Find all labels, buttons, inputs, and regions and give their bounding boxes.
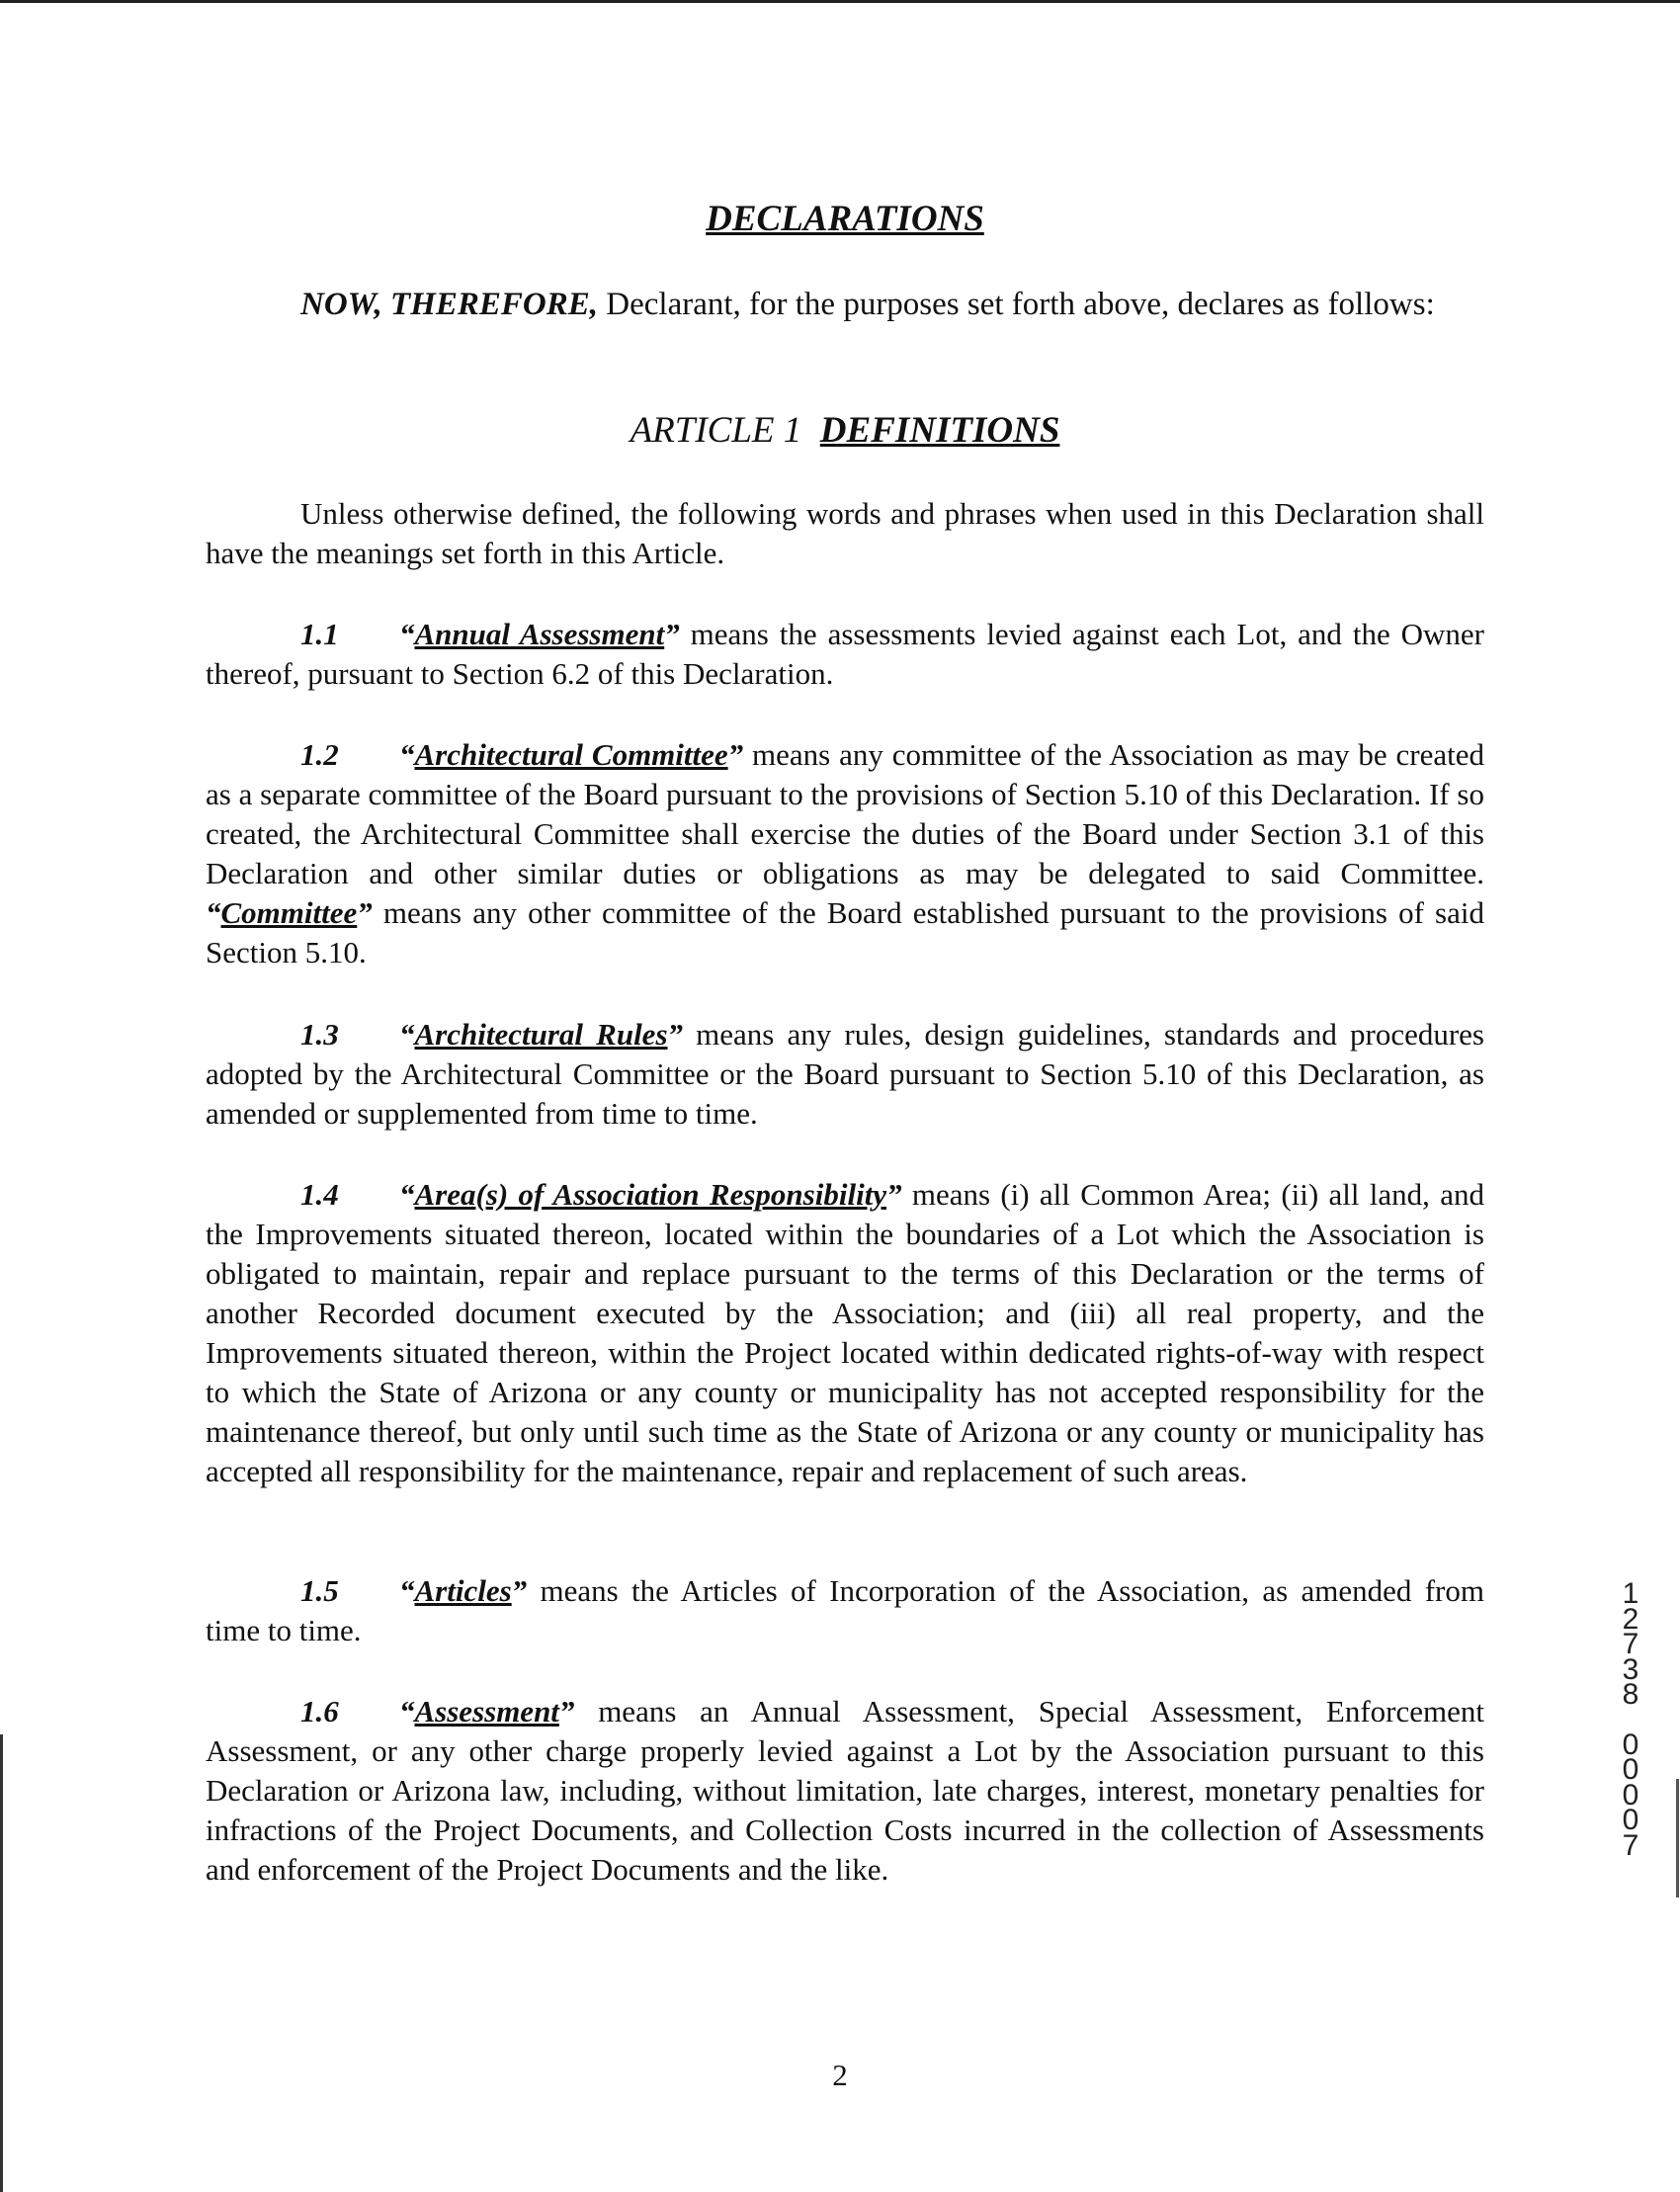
section-text: means the assessments levied against each Lot, and the Owner thereof, pursuant to Section 6.2 of this Declaration. (206, 617, 1485, 691)
section-text: means an Annual Assessment, Special Assessment, Enforcement Assessment, or any other charge properly levied against a Lot by the Association pursuant to this Declaration or Arizona law, including, without limitation, late charges, interest, monetary penalties for infractions of the Project Documents, and Collection Costs incurred in the collection of Assessments and enforcement of the Project Documents and the like. (206, 1694, 1484, 1887)
recording-number (1613, 1577, 1648, 1862)
defined-term: Architectural Rules (414, 1017, 668, 1052)
section-number: 1.2 (300, 737, 339, 772)
section-1-3: 1.3 “Architectural Rules” means any rules, design guidelines, standards and procedures adopted by the Architectural Committee or the Board pursuant to Section 5.10 of this Declaration, as amended or supplemented from time to time. (206, 1017, 1484, 1131)
defined-term: Area(s) of Association Responsibility (414, 1177, 887, 1212)
page-number: 2 (832, 2058, 848, 2092)
section-1-6: 1.6 “Assessment” means an Annual Assessment, Special Assessment, Enforcement Assessment, or any other charge properly levied against a Lot by the Association pursuant to this Declaration or Arizona law, including, without limitation, late charges, interest, monetary penalties for infractions of the Project Documents, and Collection Costs incurred in the collection of Assessments and enforcement of the Project Documents and the like. (206, 1694, 1484, 1887)
defined-term: Articles (414, 1573, 512, 1608)
article-label: ARTICLE 1 (630, 410, 802, 451)
preamble-lead: NOW, THEREFORE, (300, 287, 599, 322)
page-top-border (0, 0, 1680, 3)
article-title: DEFINITIONS (819, 410, 1060, 451)
section-text: means (i) all Common Area; (ii) all land, and the Improvements situated thereon, located within the boundaries of a Lot which the Association is obligated to maintain, repair and replace pursuant to the terms of this Declaration or the terms of another Recorded document executed by the Association; and (iii) all real property, and the Improvements situated thereon, within the Project located within dedicated rights-of-way with respect to which the State of Arizona or any county or municipality has not accepted responsibility for the maintenance thereof, but only until such time as the State of Arizona or any county or municipality has accepted all responsibility for the maintenance, repair and replacement of such areas. (206, 1177, 1484, 1488)
defined-term: Architectural Committee (414, 737, 728, 772)
recording-digit: 0 (1622, 1778, 1639, 1812)
defined-term-secondary: Committee (220, 895, 358, 930)
section-number: 1.6 (300, 1694, 339, 1728)
recording-digit: 0 (1622, 1728, 1639, 1761)
preamble-text: Declarant, for the purposes set forth above, declares as follows: (598, 287, 1435, 322)
section-1-2: 1.2 “Architectural Committee” means any committee of the Association as may be created as a separate committee of the Board pursuant to the provisions of Section 5.10 of this Declaration. If so created, the Architectural Committee shall exercise the duties of the Board under Section 3.1 of this Declaration and other similar duties or obligations as may be delegated to said Committee. “Committee” means any other committee of the Board established pursuant to the provisions of said Section 5.10. (206, 737, 1484, 970)
recording-digit: 8 (1622, 1678, 1639, 1711)
recording-digit: 3 (1622, 1652, 1639, 1686)
article-intro: Unless otherwise defined, the following words and phrases when used in this Declaration shall have the meanings set forth in this Article. (206, 496, 1484, 570)
section-text-secondary: means any other committee of the Board established pursuant to the provisions of said Section 5.10. (206, 895, 1484, 970)
section-number: 1.4 (300, 1177, 339, 1212)
defined-term: Assessment (414, 1694, 559, 1728)
section-text: means the Articles of Incorporation of the Association, as amended from time to time. (206, 1573, 1484, 1647)
scan-left-edge (0, 1734, 3, 2192)
article-heading (206, 409, 1484, 452)
recording-digit: 7 (1622, 1828, 1639, 1862)
recording-digit: 0 (1622, 1804, 1639, 1836)
scan-right-edge (1676, 1779, 1679, 1897)
preamble (300, 287, 1435, 323)
recording-digit: 2 (1622, 1602, 1639, 1636)
defined-term: Annual Assessment (414, 617, 665, 651)
section-1-4: 1.4 “Area(s) of Association Responsibility” means (i) all Common Area; (ii) all land, and the Improvements situated thereon, located within the boundaries of a Lot which the Association is obligated to maintain, repair and replace pursuant to the terms of this Declaration or the terms of another Recorded document executed by the Association; and (iii) all real property, and the Improvements situated thereon, within the Project located within dedicated rights-of-way with respect to which the State of Arizona or any county or municipality has not accepted responsibility for the maintenance thereof, but only until such time as the State of Arizona or any county or municipality has accepted all responsibility for the maintenance, repair and replacement of such areas. (206, 1177, 1484, 1488)
recording-digit: 7 (1622, 1628, 1639, 1660)
section-number: 1.3 (300, 1017, 339, 1052)
section-text: means any rules, design guidelines, standards and procedures adopted by the Architectural Committee or the Board pursuant to Section 5.10 of this Declaration, as amended or supplemented from time to time. (206, 1017, 1484, 1131)
section-1-5: 1.5 “Articles” means the Articles of Incorporation of the Association, as amended from time to time. (206, 1573, 1484, 1647)
section-number: 1.1 (300, 617, 339, 651)
section-number: 1.5 (300, 1573, 339, 1608)
section-text: means any committee of the Association as may be created as a separate committee of the Board pursuant to the provisions of Section 5.10 of this Declaration. If so created, the Architectural Committee shall exercise the duties of the Board under Section 3.1 of this Declaration and other similar duties or obligations as may be delegated to said Committee. (206, 737, 1484, 890)
recording-digit: 1 (1622, 1577, 1639, 1610)
recording-digit: 0 (1622, 1753, 1639, 1786)
section-1-1: 1.1 “Annual Assessment” means the assessments levied against each Lot, and the Owner thereof, pursuant to Section 6.2 of this Declaration. (206, 617, 1485, 691)
declarations-heading: DECLARATIONS (706, 199, 984, 239)
